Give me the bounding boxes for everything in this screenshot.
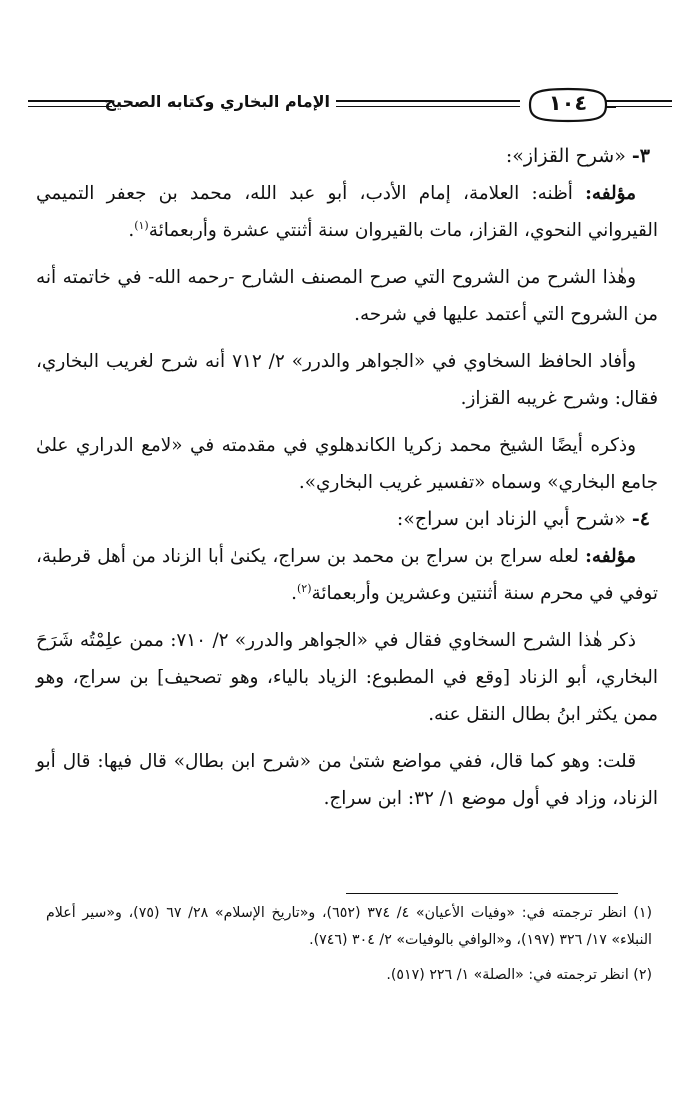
text-paragraph: قلت: وهو كما قال، ففي مواضع شتىٰ من «شرح ابن بطال» قال فيها: قال أبو الزناد، وزاد في أول موضع ١/ ٣٢: ابن سراج.	[36, 751, 658, 809]
paragraph-end: .	[291, 583, 297, 604]
page-number: ١٠٤	[548, 91, 588, 115]
text-paragraph: وأفاد الحافظ السخاوي في «الجواهر والدرر» ٢/ ٧١٢ أنه شرح لغريب البخاري، فقال: وشرح غريبه القزاز.	[36, 351, 658, 409]
author-paragraph	[36, 538, 658, 612]
footnote-marker: (٢)	[633, 967, 652, 983]
page-number-badge	[520, 86, 616, 124]
header-rule-left-top	[28, 100, 112, 102]
footnotes	[46, 900, 652, 989]
header-rule-right-top	[616, 100, 672, 102]
entry-title: «شرح أبي الزناد ابن سراج»:	[396, 508, 626, 530]
text-paragraph: ذكر هٰذا الشرح السخاوي فقال في «الجواهر والدرر» ٢/ ٧١٠: ممن علِمْتُه شَرَحَ البخاري، أبو الزناد [وقع في المطبوع: الزياد بالياء، وهو تصحيف] بن سراج، وهو ممن يكثر ابنُ بطال النقل عنه.	[36, 630, 658, 725]
entry-heading	[36, 138, 658, 175]
header-rule-mid-top	[336, 100, 520, 102]
main-text	[36, 138, 658, 817]
header-rule-left-bottom	[28, 106, 112, 107]
paragraph-text: لعله سراج بن سراج بن محمد بن سراج، يكنىٰ أبا الزناد من أهل قرطبة، توفي في محرم سنة أثنتين وعشرين وأربعمائة	[36, 546, 658, 604]
footnote-text: انظر ترجمته في: «الصلة» ١/ ٢٢٦ (٥١٧).	[386, 967, 629, 983]
footnote-ref[interactable]: (٢)	[296, 581, 312, 595]
text-paragraph: وهٰذا الشرح من الشروح التي صرح المصنف الشارح -رحمه الله- في خاتمته أنه من الشروح التي أعتمد عليها في شرحه.	[36, 267, 658, 325]
footnote-separator	[346, 893, 618, 894]
entry-title: «شرح القزاز»:	[505, 145, 626, 167]
entry-number: ٣-	[631, 145, 650, 167]
paragraph-end: .	[128, 220, 135, 241]
paragraph-text: أظنه: العلامة، إمام الأدب، أبو عبد الله، محمد بن جعفر التميمي القيرواني النحوي، القزاز، مات بالقيروان سنة أثنتي عشرة وأربعمائة	[36, 183, 658, 241]
footnote	[46, 962, 652, 989]
entry-number: ٤-	[631, 508, 650, 530]
footnote-marker: (١)	[633, 905, 653, 921]
author-label: مؤلفه:	[585, 546, 636, 567]
author-paragraph	[36, 175, 658, 249]
running-header	[28, 84, 672, 128]
footnote-text: انظر ترجمته في: «وفيات الأعيان» ٤/ ٣٧٤ (٦٥٢)، و«تاريخ الإسلام» ٢٨/ ٦٧ (٧٥)، و«سير أعلام النبلاء» ١٧/ ٣٢٦ (١٩٧)، و«الوافي بالوفيات» ٢/ ٣٠٤ (٧٤٦).	[46, 905, 652, 948]
header-rule-mid-bottom	[336, 106, 520, 107]
footnote-ref[interactable]: (١)	[134, 218, 149, 232]
footnote	[46, 900, 652, 954]
header-rule-right-bottom	[616, 106, 672, 107]
text-paragraph: وذكره أيضًا الشيخ محمد زكريا الكاندهلوي في مقدمته في «لامع الدراري علىٰ جامع البخاري» وسماه «تفسير غريب البخاري».	[36, 435, 658, 493]
author-label: مؤلفه:	[585, 183, 636, 204]
entry-heading	[36, 501, 658, 538]
running-title: الإمام البخاري وكتابه الصحيح	[104, 92, 330, 111]
